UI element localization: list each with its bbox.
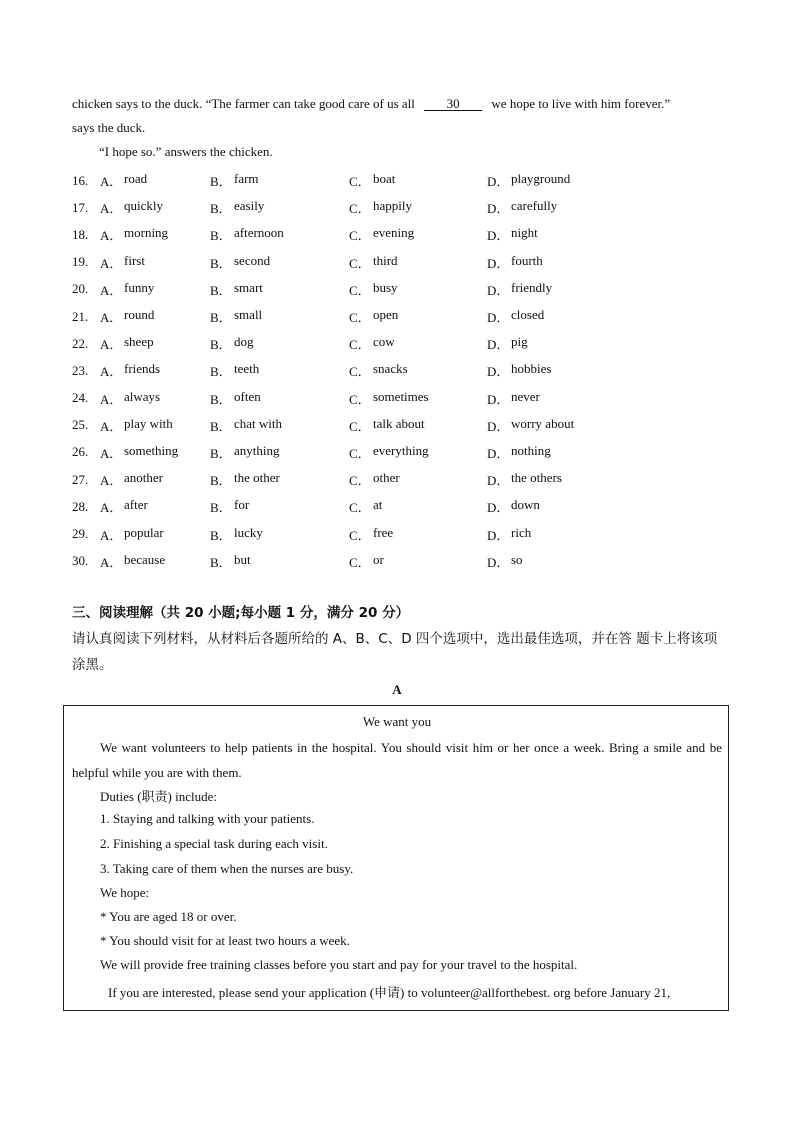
option-letter: A． bbox=[100, 364, 123, 380]
option-text: boat bbox=[373, 171, 396, 187]
option-letter: D． bbox=[487, 500, 510, 516]
section-3-title: 三、阅读理解（共 20 小题;每小题 1 分，满分 20 分） bbox=[72, 605, 410, 621]
question-row bbox=[72, 520, 732, 547]
option-a[interactable] bbox=[100, 497, 210, 516]
option-letter: D． bbox=[487, 255, 510, 271]
option-a[interactable] bbox=[100, 443, 210, 462]
option-letter: C． bbox=[349, 418, 371, 434]
option-c[interactable] bbox=[349, 552, 487, 571]
hope-item: * You are aged 18 or over. bbox=[100, 909, 237, 924]
option-c[interactable] bbox=[349, 307, 487, 326]
option-text: snacks bbox=[373, 361, 408, 377]
option-text: second bbox=[234, 252, 271, 268]
option-text: everything bbox=[373, 442, 429, 458]
option-d[interactable] bbox=[487, 416, 657, 435]
option-d[interactable] bbox=[487, 361, 657, 380]
question-number: 19. bbox=[72, 254, 89, 270]
option-a[interactable] bbox=[100, 171, 210, 190]
option-text: round bbox=[124, 307, 155, 323]
option-letter: C． bbox=[349, 527, 371, 543]
option-letter: D． bbox=[487, 310, 510, 326]
question-number: 29. bbox=[72, 526, 89, 542]
option-text: sometimes bbox=[373, 388, 429, 404]
option-text: evening bbox=[373, 225, 415, 241]
option-a[interactable] bbox=[100, 470, 210, 489]
option-letter: B． bbox=[210, 445, 232, 461]
option-text: busy bbox=[373, 279, 398, 295]
option-text: chat with bbox=[234, 415, 283, 431]
ad-title: We want you bbox=[362, 714, 432, 729]
duties-heading: Duties (职责) include: bbox=[100, 789, 217, 804]
question-number: 26. bbox=[72, 444, 89, 460]
option-text: or bbox=[373, 551, 384, 567]
option-text: never bbox=[511, 388, 540, 404]
option-c[interactable] bbox=[349, 280, 487, 299]
option-b[interactable] bbox=[210, 307, 349, 326]
question-number: 21. bbox=[72, 308, 89, 324]
option-d[interactable] bbox=[487, 307, 657, 326]
option-a[interactable] bbox=[100, 280, 210, 299]
option-text: cow bbox=[373, 334, 395, 350]
option-letter: A． bbox=[100, 174, 123, 190]
option-letter: A． bbox=[100, 310, 123, 326]
option-text: at bbox=[373, 497, 383, 513]
question-row bbox=[72, 221, 732, 248]
option-c[interactable] bbox=[349, 253, 487, 272]
option-letter: C． bbox=[349, 310, 371, 326]
passage-text: we hope to live with him forever.” bbox=[491, 96, 671, 111]
question-number: 16. bbox=[72, 172, 89, 188]
option-text: free bbox=[373, 524, 394, 540]
option-letter: C． bbox=[349, 228, 371, 244]
option-c[interactable] bbox=[349, 225, 487, 244]
passage-line-1 bbox=[72, 96, 670, 112]
option-d[interactable] bbox=[487, 443, 657, 462]
option-text: the others bbox=[511, 470, 562, 486]
option-d[interactable] bbox=[487, 225, 657, 244]
ad-intro: We want volunteers to help patients in the hospital. You should visit him or her once a week. Bring a smile and be helpful while you are with them. bbox=[72, 740, 722, 780]
option-text: talk about bbox=[373, 415, 425, 431]
question-number: 18. bbox=[72, 226, 89, 242]
option-letter: B． bbox=[210, 554, 232, 570]
hope-heading: We hope: bbox=[100, 885, 150, 900]
option-a[interactable] bbox=[100, 225, 210, 244]
option-letter: D． bbox=[487, 201, 510, 217]
option-letter: A． bbox=[100, 445, 123, 461]
option-letter: A． bbox=[100, 527, 123, 543]
option-d[interactable] bbox=[487, 470, 657, 489]
option-text: pig bbox=[511, 334, 528, 350]
question-number: 20. bbox=[72, 281, 89, 297]
apply-text: If you are interested, please send your application (申请) to volunteer@allforthebest. org before January 21, bbox=[108, 985, 671, 1000]
option-b[interactable] bbox=[210, 361, 349, 380]
option-text: play with bbox=[124, 415, 173, 431]
option-letter: C． bbox=[349, 364, 371, 380]
option-text: happily bbox=[373, 198, 412, 214]
option-d[interactable] bbox=[487, 525, 657, 544]
question-row bbox=[72, 466, 732, 493]
option-text: often bbox=[234, 388, 261, 404]
option-c[interactable] bbox=[349, 416, 487, 435]
option-letter: B． bbox=[210, 228, 232, 244]
option-text: smart bbox=[234, 279, 263, 295]
option-b[interactable] bbox=[210, 470, 349, 489]
option-a[interactable] bbox=[100, 253, 210, 272]
option-text: morning bbox=[124, 225, 169, 241]
option-letter: C． bbox=[349, 337, 371, 353]
option-text: but bbox=[234, 551, 251, 567]
question-row bbox=[72, 249, 732, 276]
question-row bbox=[72, 330, 732, 357]
question-number: 22. bbox=[72, 335, 89, 351]
option-letter: D． bbox=[487, 174, 510, 190]
option-text: popular bbox=[124, 524, 164, 540]
question-number: 28. bbox=[72, 498, 89, 514]
option-d[interactable] bbox=[487, 253, 657, 272]
option-text: something bbox=[124, 442, 179, 458]
option-letter: A． bbox=[100, 473, 123, 489]
option-text: carefully bbox=[511, 198, 558, 214]
option-letter: D． bbox=[487, 282, 510, 298]
option-letter: B． bbox=[210, 255, 232, 271]
question-number: 24. bbox=[72, 390, 89, 406]
options-list bbox=[72, 167, 732, 575]
question-row bbox=[72, 194, 732, 221]
question-number: 25. bbox=[72, 417, 89, 433]
option-letter: B． bbox=[210, 418, 232, 434]
ad-box bbox=[63, 705, 729, 1011]
option-b[interactable] bbox=[210, 525, 349, 544]
option-text: funny bbox=[124, 279, 155, 295]
option-d[interactable] bbox=[487, 334, 657, 353]
option-b[interactable] bbox=[210, 198, 349, 217]
option-letter: A． bbox=[100, 201, 123, 217]
option-c[interactable] bbox=[349, 361, 487, 380]
blank-30: 30 bbox=[424, 97, 482, 111]
option-text: down bbox=[511, 497, 540, 513]
option-letter: B． bbox=[210, 174, 232, 190]
option-b[interactable] bbox=[210, 334, 349, 353]
passage-line-3: “I hope so.” answers the chicken. bbox=[99, 144, 273, 159]
option-letter: A． bbox=[100, 282, 123, 298]
option-letter: C． bbox=[349, 201, 371, 217]
option-b[interactable] bbox=[210, 389, 349, 408]
option-letter: D． bbox=[487, 228, 510, 244]
section-3-instruction: 请认真阅读下列材料，从材料后各题所给的 A、B、C、D 四个选项中，选出最佳选项，并在答 题卡上将该项涂黑。 bbox=[72, 631, 718, 673]
option-letter: D． bbox=[487, 445, 510, 461]
option-text: for bbox=[234, 497, 250, 513]
option-letter: A． bbox=[100, 337, 123, 353]
duty-item: 3. Taking care of them when the nurses are busy. bbox=[100, 861, 354, 876]
option-text: open bbox=[373, 307, 399, 323]
option-c[interactable] bbox=[349, 334, 487, 353]
question-row bbox=[72, 303, 732, 330]
option-letter: A． bbox=[100, 255, 123, 271]
option-b[interactable] bbox=[210, 416, 349, 435]
option-text: small bbox=[234, 307, 263, 323]
option-text: nothing bbox=[511, 442, 551, 458]
option-letter: D． bbox=[487, 554, 510, 570]
option-text: rich bbox=[511, 524, 532, 540]
option-text: farm bbox=[234, 171, 259, 187]
option-letter: C． bbox=[349, 255, 371, 271]
option-a[interactable] bbox=[100, 198, 210, 217]
option-b[interactable] bbox=[210, 552, 349, 571]
option-letter: A． bbox=[100, 391, 123, 407]
option-b[interactable] bbox=[210, 443, 349, 462]
question-row bbox=[72, 385, 732, 412]
option-d[interactable] bbox=[487, 280, 657, 299]
option-letter: B． bbox=[210, 527, 232, 543]
option-c[interactable] bbox=[349, 470, 487, 489]
option-text: afternoon bbox=[234, 225, 284, 241]
option-d[interactable] bbox=[487, 171, 657, 190]
option-b[interactable] bbox=[210, 253, 349, 272]
option-text: hobbies bbox=[511, 361, 552, 377]
question-number: 23. bbox=[72, 362, 89, 378]
option-letter: A． bbox=[100, 500, 123, 516]
option-letter: A． bbox=[100, 418, 123, 434]
option-letter: C． bbox=[349, 174, 371, 190]
question-row bbox=[72, 493, 732, 520]
option-text: night bbox=[511, 225, 538, 241]
option-text: dog bbox=[234, 334, 254, 350]
option-letter: D． bbox=[487, 418, 510, 434]
option-letter: D． bbox=[487, 473, 510, 489]
question-number: 27. bbox=[72, 471, 89, 487]
option-letter: C． bbox=[349, 282, 371, 298]
option-d[interactable] bbox=[487, 552, 657, 571]
option-letter: C． bbox=[349, 500, 371, 516]
option-text: easily bbox=[234, 198, 265, 214]
duty-item: 1. Staying and talking with your patients. bbox=[100, 811, 315, 826]
option-text: other bbox=[373, 470, 400, 486]
option-letter: C． bbox=[349, 554, 371, 570]
option-a[interactable] bbox=[100, 361, 210, 380]
option-a[interactable] bbox=[100, 307, 210, 326]
option-text: anything bbox=[234, 442, 280, 458]
option-b[interactable] bbox=[210, 225, 349, 244]
option-b[interactable] bbox=[210, 497, 349, 516]
option-letter: D． bbox=[487, 364, 510, 380]
option-letter: C． bbox=[349, 445, 371, 461]
option-text: quickly bbox=[124, 198, 163, 214]
option-d[interactable] bbox=[487, 389, 657, 408]
passage-text: chicken says to the duck. “The farmer can take good care of us all bbox=[72, 96, 415, 111]
option-text: first bbox=[124, 252, 145, 268]
option-letter: B． bbox=[210, 364, 232, 380]
option-text: teeth bbox=[234, 361, 260, 377]
option-letter: B． bbox=[210, 201, 232, 217]
option-letter: B． bbox=[210, 310, 232, 326]
option-letter: B． bbox=[210, 337, 232, 353]
option-c[interactable] bbox=[349, 497, 487, 516]
option-text: the other bbox=[234, 470, 280, 486]
option-text: third bbox=[373, 252, 398, 268]
option-letter: B． bbox=[210, 391, 232, 407]
option-c[interactable] bbox=[349, 389, 487, 408]
option-text: friends bbox=[124, 361, 161, 377]
option-text: closed bbox=[511, 307, 545, 323]
option-text: playground bbox=[511, 171, 571, 187]
option-b[interactable] bbox=[210, 171, 349, 190]
option-letter: D． bbox=[487, 391, 510, 407]
option-text: lucky bbox=[234, 524, 263, 540]
option-letter: A． bbox=[100, 228, 123, 244]
question-row bbox=[72, 167, 732, 194]
option-d[interactable] bbox=[487, 497, 657, 516]
option-text: road bbox=[124, 171, 148, 187]
option-d[interactable] bbox=[487, 198, 657, 217]
question-row bbox=[72, 276, 732, 303]
option-a[interactable] bbox=[100, 334, 210, 353]
option-letter: D． bbox=[487, 527, 510, 543]
option-a[interactable] bbox=[100, 525, 210, 544]
question-row bbox=[72, 412, 732, 439]
option-text: after bbox=[124, 497, 148, 513]
option-text: worry about bbox=[511, 415, 575, 431]
option-text: sheep bbox=[124, 334, 154, 350]
option-c[interactable] bbox=[349, 198, 487, 217]
option-text: another bbox=[124, 470, 163, 486]
question-row bbox=[72, 548, 732, 575]
option-text: friendly bbox=[511, 279, 553, 295]
option-letter: B． bbox=[210, 282, 232, 298]
option-b[interactable] bbox=[210, 280, 349, 299]
option-letter: D． bbox=[487, 337, 510, 353]
question-row bbox=[72, 439, 732, 466]
passage-line-2: says the duck. bbox=[72, 120, 146, 135]
passage-label: A bbox=[392, 682, 402, 697]
option-text: so bbox=[511, 551, 523, 567]
duty-item: 2. Finishing a special task during each visit. bbox=[100, 836, 328, 851]
provide-text: We will provide free training classes before you start and pay for your travel to the hospital. bbox=[100, 957, 578, 972]
option-text: always bbox=[124, 388, 161, 404]
option-letter: B． bbox=[210, 473, 232, 489]
option-letter: B． bbox=[210, 500, 232, 516]
option-a[interactable] bbox=[100, 389, 210, 408]
question-number: 30. bbox=[72, 553, 89, 569]
option-c[interactable] bbox=[349, 525, 487, 544]
option-a[interactable] bbox=[100, 416, 210, 435]
option-a[interactable] bbox=[100, 552, 210, 571]
hope-item: * You should visit for at least two hours a week. bbox=[100, 933, 350, 948]
question-number: 17. bbox=[72, 199, 89, 215]
question-row bbox=[72, 357, 732, 384]
option-letter: A． bbox=[100, 554, 123, 570]
option-letter: C． bbox=[349, 391, 371, 407]
option-text: fourth bbox=[511, 252, 543, 268]
option-c[interactable] bbox=[349, 171, 487, 190]
option-c[interactable] bbox=[349, 443, 487, 462]
option-text: because bbox=[124, 551, 166, 567]
option-letter: C． bbox=[349, 473, 371, 489]
